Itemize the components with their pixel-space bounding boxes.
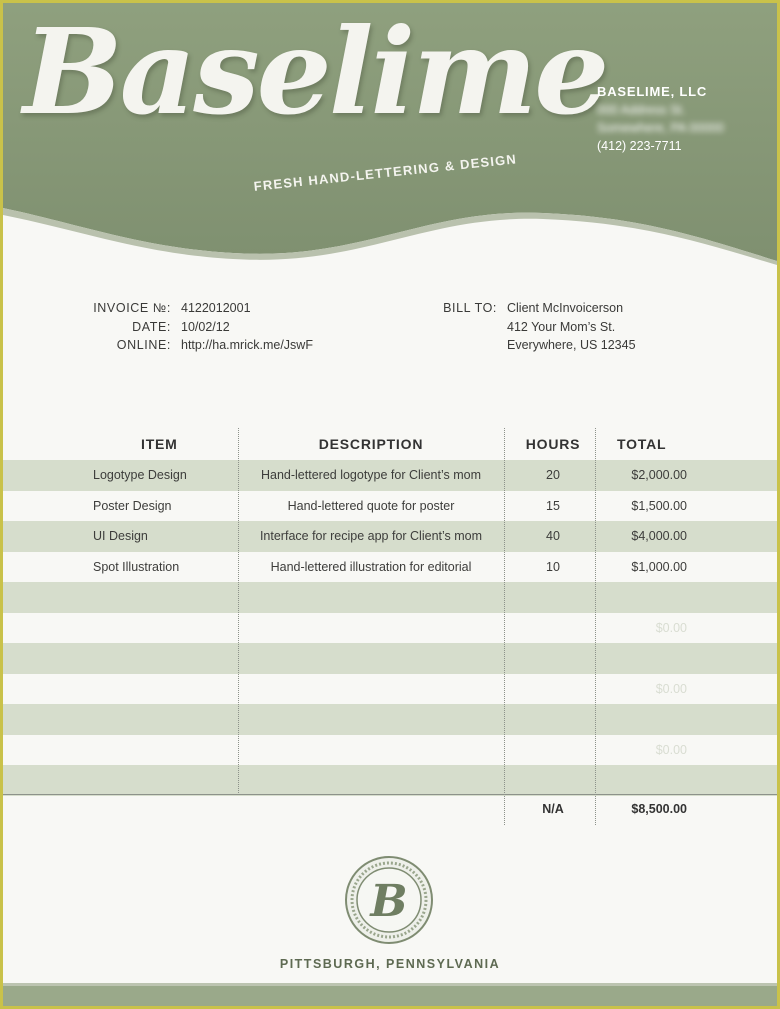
column-divider-total — [595, 428, 596, 825]
footer-city: PITTSBURGH, PENNSYLVANIA — [279, 957, 501, 971]
invoice-page — [3, 3, 777, 1006]
header-description: DESCRIPTION — [318, 436, 424, 452]
table-row — [3, 735, 777, 766]
seal-emblem-icon — [345, 856, 433, 944]
header-item: ITEM — [141, 436, 178, 452]
row-total: $1,500.00 — [631, 498, 687, 513]
row-description: Hand-lettered quote for poster — [287, 498, 455, 513]
footer-band — [3, 986, 777, 1006]
line-items-table — [3, 428, 777, 757]
invoice-number-label: INVOICE №: — [93, 301, 171, 315]
header-banner — [3, 3, 777, 273]
table-row — [3, 491, 777, 522]
row-description: Hand-lettered illustration for editorial — [270, 559, 472, 574]
brand-tagline: FRESH HAND-LETTERING & DESIGN — [253, 151, 518, 194]
column-divider-hours — [504, 428, 505, 825]
bill-to-name: Client McInvoicerson — [507, 301, 624, 315]
row-hours: 15 — [546, 498, 560, 513]
company-contact — [597, 83, 724, 155]
row-description: Interface for recipe app for Client’s mom — [259, 529, 483, 543]
table-row — [3, 552, 777, 583]
row-item: Poster Design — [93, 498, 172, 513]
table-header — [3, 428, 777, 460]
header-total: TOTAL — [617, 436, 667, 452]
row-total: $4,000.00 — [631, 529, 687, 543]
table-row — [3, 460, 777, 491]
total-hours: N/A — [542, 802, 564, 816]
bill-to-address-line2: Everywhere, US 12345 — [507, 338, 636, 352]
company-address-line2: Somewhere, PA 00000 — [597, 121, 724, 135]
row-total: $2,000.00 — [631, 468, 687, 482]
company-phone: (412) 223-7711 — [597, 139, 682, 153]
company-name: BASELIME, LLC — [597, 84, 708, 99]
bill-to-address-line1: 412 Your Mom’s St. — [507, 319, 616, 334]
invoice-online-link[interactable]: http://ha.mrick.me/JswF — [181, 338, 313, 352]
row-item: Spot Illustration — [93, 559, 180, 574]
table-row — [3, 674, 777, 705]
row-total: $0.00 — [655, 742, 687, 757]
row-description: Hand-lettered logotype for Client’s mom — [260, 468, 481, 482]
table-row — [3, 704, 777, 735]
table-row — [3, 521, 777, 552]
row-item: Logotype Design — [93, 468, 187, 482]
table-row — [3, 613, 777, 644]
row-hours: 20 — [546, 468, 560, 482]
header-hours: HOURS — [525, 436, 581, 452]
row-hours: 40 — [546, 529, 560, 543]
row-total: $0.00 — [655, 681, 687, 696]
invoice-number: 4122012001 — [181, 301, 251, 315]
seal-letter: B — [370, 876, 408, 927]
column-divider-description — [238, 428, 239, 795]
table-row — [3, 643, 777, 674]
grand-total: $8,500.00 — [631, 802, 687, 816]
totals-divider — [3, 794, 777, 795]
bill-to-block — [423, 299, 636, 355]
row-item: UI Design — [93, 529, 148, 543]
table-row — [3, 765, 777, 796]
company-address-line1: 000 Address St. — [597, 103, 686, 117]
brand-logo: Baselime — [23, 3, 607, 141]
table-row — [3, 582, 777, 613]
row-total: $1,000.00 — [631, 559, 687, 574]
invoice-date: 10/02/12 — [181, 319, 230, 334]
row-total: $0.00 — [655, 620, 687, 635]
bill-to-label: BILL TO: — [443, 301, 497, 315]
invoice-details — [73, 299, 313, 355]
row-hours: 10 — [546, 559, 560, 574]
invoice-online-label: ONLINE: — [116, 338, 171, 352]
invoice-date-label: DATE: — [132, 319, 171, 334]
